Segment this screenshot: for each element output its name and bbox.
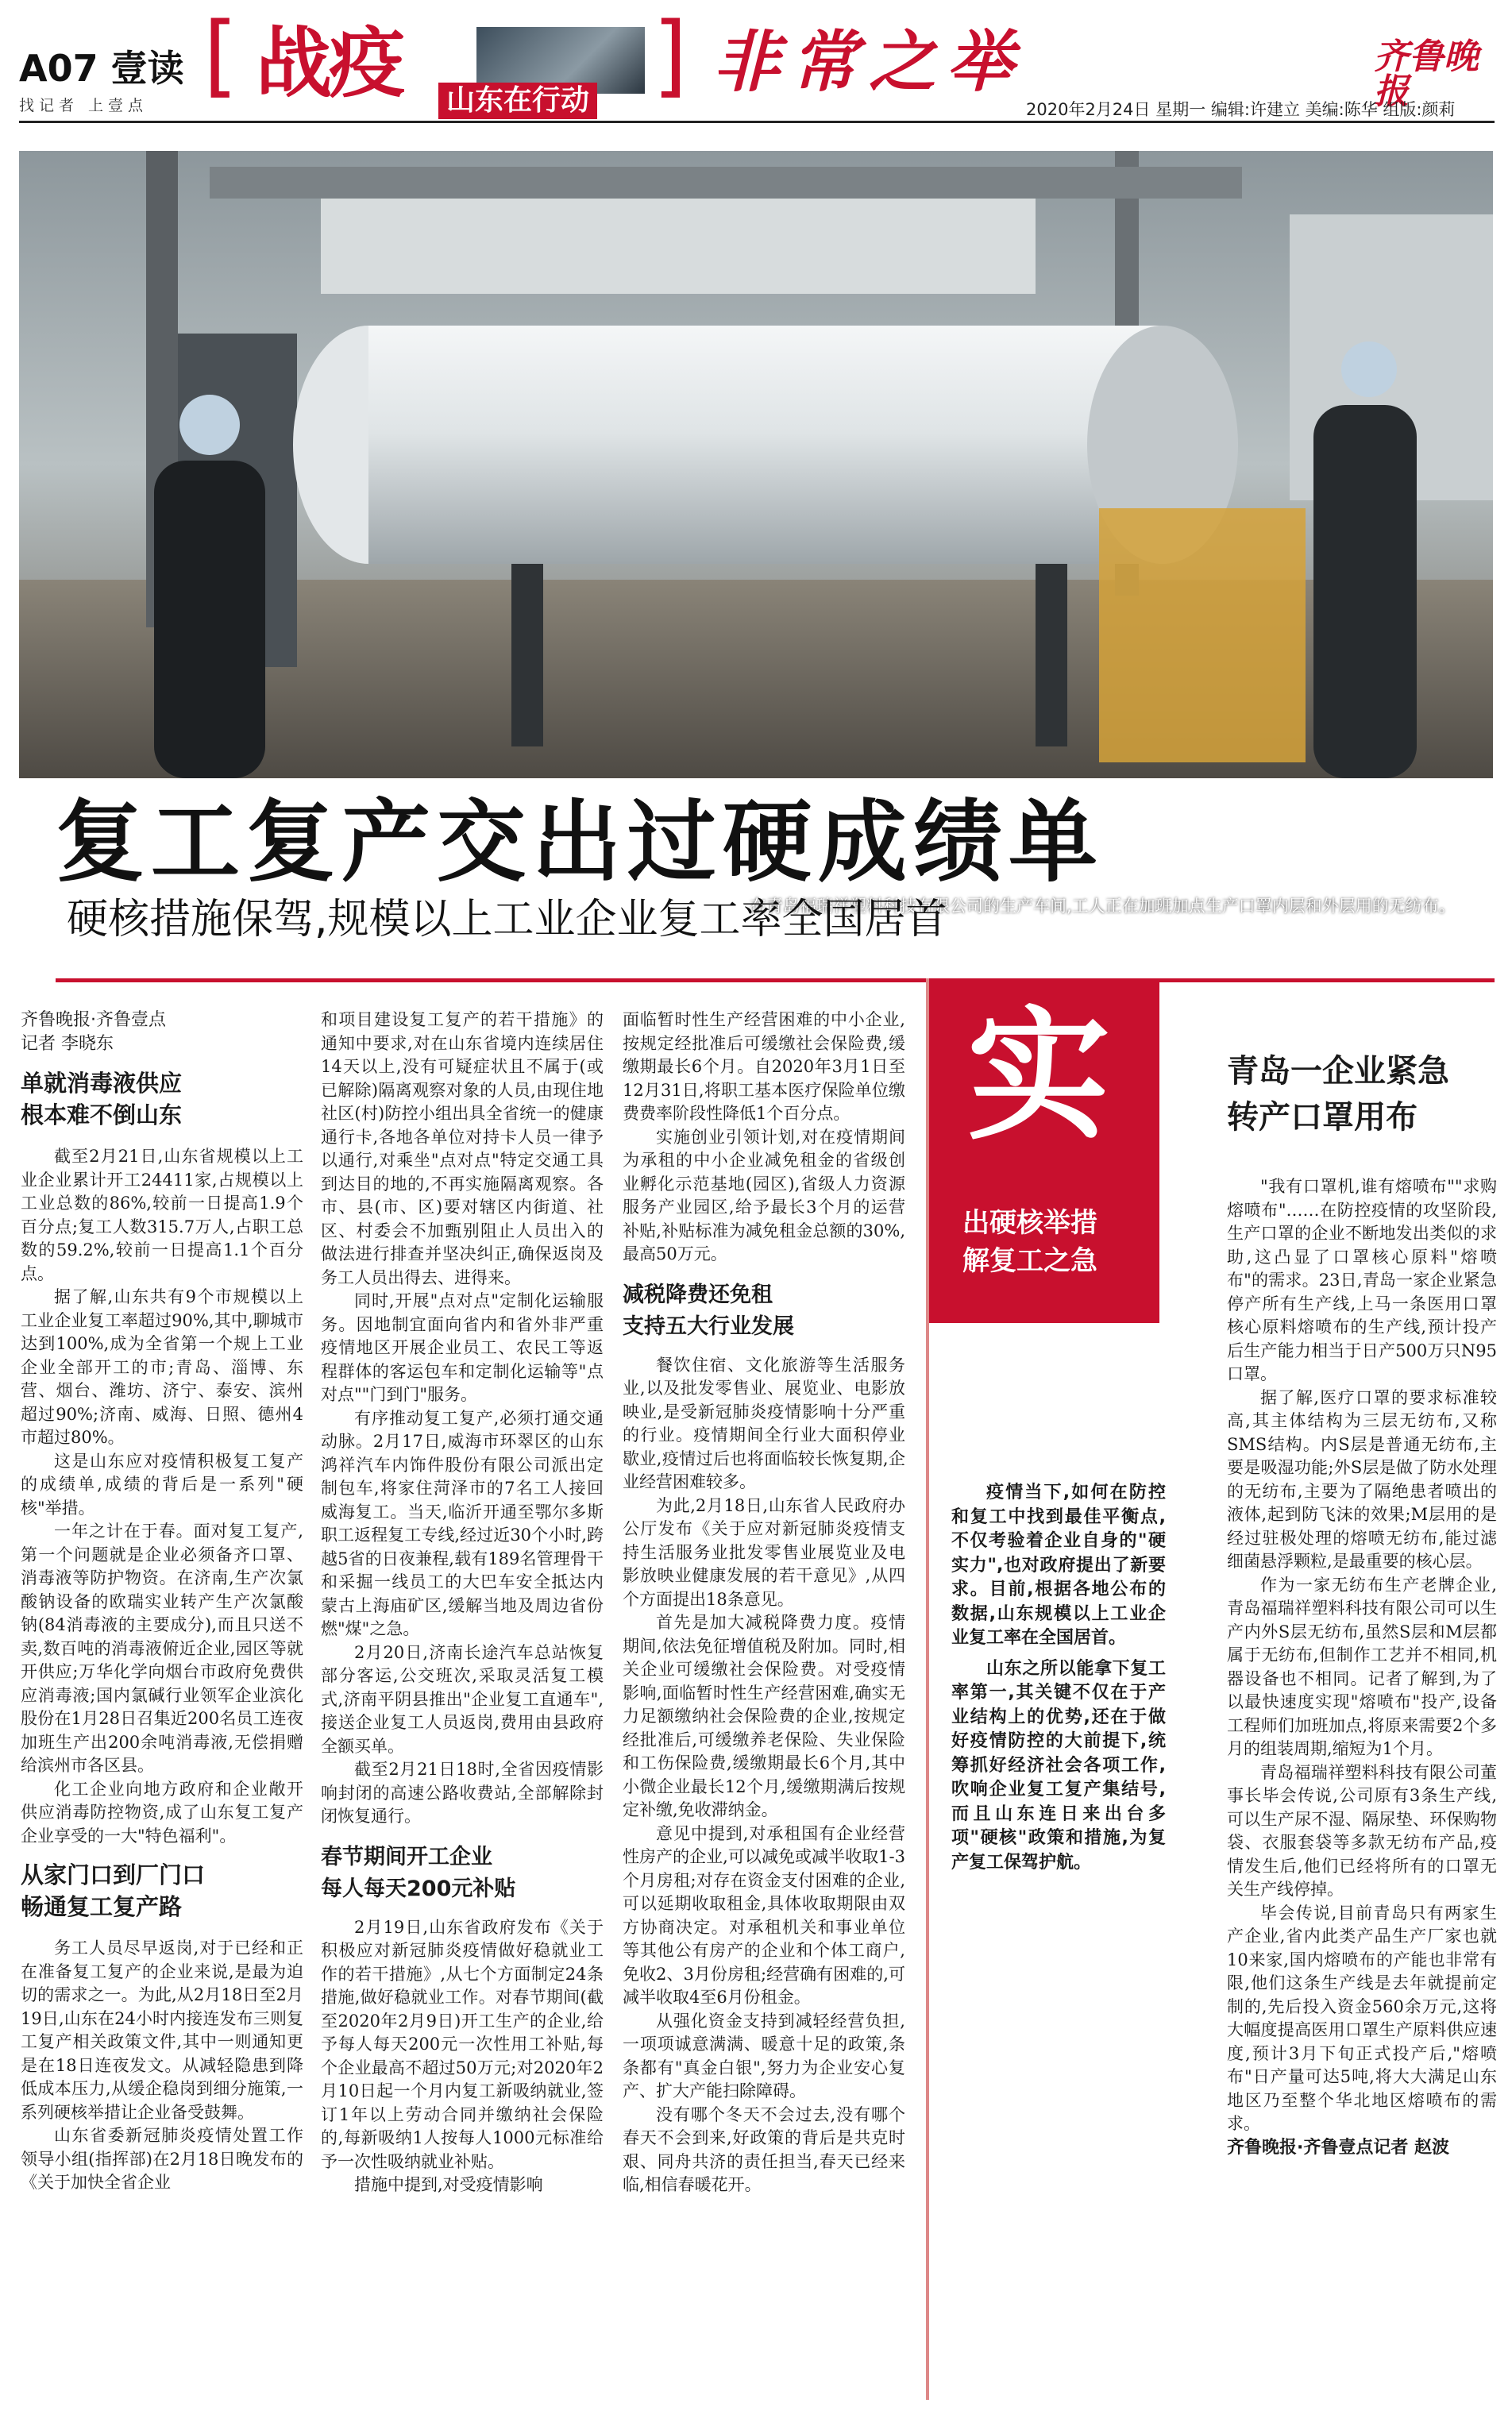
paragraph: 务工人员尽早返岗,对于已经和正在准备复工复产的企业来说,是最为迫切的需求之一。为此,从2月18日至2月19日,山东在24小时内接连发布三则复工复产相关政策文件,其中一则通知更是在18日连夜发文。从减轻隐患到降低成本压力,从缓企稳岗到细分施策,一系列硬核举措让企业备受鼓舞。 xyxy=(21,1938,303,2122)
shi-character: 实 xyxy=(967,993,1111,1159)
section-heading-1: 单就消毒液供应 根本难不倒山东 xyxy=(21,1070,183,1128)
paragraph: 这是山东应对疫情积极复工复产的成绩单,成绩的背后是一系列"硬核"举措。 xyxy=(21,1451,303,1518)
paragraph: 为此,2月18日,山东省人民政府办公厅发布《关于应对新冠肺炎疫情支持生活服务业批发零售业展览业及电影放映业健康发展的若干意见》,从四个方面提出18条意见。 xyxy=(623,1495,905,1609)
section-name: 壹读 xyxy=(110,47,184,90)
paragraph: 同时,开展"点对点"定制化运输服务。因地制宜面向省内和省外非严重疫情地区开展企业员工、农民工等返程群体的客运包车和定制化运输等"点对点""门到门"服务。 xyxy=(321,1291,604,1404)
paragraph: 实施创业引领计划,对在疫情期间为承租的中小企业减免租金的省级创业孵化示范基地(园区),省级人力资源服务产业园区,给予最长3个月的运营补贴,补贴标准为减免租金总额的30%,最高50万元。 xyxy=(623,1127,905,1263)
paragraph: 青岛福瑞祥塑料科技有限公司董事长毕会传说,公司原有3条生产线,可以生产尿不湿、隔尿垫、环保购物袋、衣服套袋等多款无纺布产品,疫情发生后,他们已经将所有的口罩无关生产线停掉。 xyxy=(1227,1762,1497,1899)
paragraph: 据了解,山东共有9个市规模以上工业企业复工率超过90%,其中,聊城市达到100%,成为全省第一个规上工业企业全部开工的市;青岛、淄博、东营、烟台、潍坊、济宁、泰安、滨州超过90%;济南、威海、日照、德州4市超过80%。 xyxy=(21,1287,303,1447)
zhanyi-logo: 战疫 xyxy=(256,18,402,108)
newspaper-brand: 齐鲁晚报 xyxy=(1374,37,1479,112)
paragraph: 毕会传说,目前青岛只有两家生产企业,省内此类产品生产厂家也就10来家,国内熔喷布的产能也非常有限,他们这条生产线是去年就提前定制的,先后投入资金560余万元,这将大幅度提高医用口罩生产原料供应速度,预计3月下旬正式投产后,"熔喷布"日产量可达5吨,将大大满足山东地区乃至整个华北地区熔喷布的需求。 xyxy=(1227,1903,1497,2133)
paragraph: 山东之所以能拿下复工率第一,其关键不仅在于产业结构上的优势,还在于做好疫情防控的大前提下,统筹抓好经济社会各项工作,吹响企业复工复产集结号,而且山东连日来出台多项"硬核"政策和措施,为复产复工保驾护航。 xyxy=(951,1658,1166,1873)
sidebar-commentary xyxy=(951,1481,1166,1875)
paragraph: 和项目建设复工复产的若干措施》的通知中要求,对在山东省境内连续居住14天以上,没有可疑症状且不属于(或已解除)隔离观察对象的人员,由现住地社区(村)防控小组出具全省统一的健康通行卡,各地各单位对持卡人员一律予以通行,对乘坐"点对点"特定交通工具到达目的地的,不再实施隔离观察。各市、县(市、区)要对辖区内街道、社区、村委会不加甄别阻止人员出入的做法进行排查并坚决纠正,确保返岗及务工人员出得去、进得来。 xyxy=(321,1010,604,1287)
paragraph: 意见中提到,对承租国有企业经营性房产的企业,可以减免或减半收取1-3个月房租;对存在资金支付困难的企业,可以延期收取租金,具体收取期限由双方协商决定。对承租机关和事业单位等其他公有房产的企业和个体工商户,免收2、3月份房租;经营确有困难的,可减半收取4至6月份租金。 xyxy=(623,1823,905,2007)
qingdao-column xyxy=(1227,1175,1497,2406)
paragraph: 作为一家无纺布生产老牌企业,青岛福瑞祥塑料科技有限公司可以生产内外S层无纺布,虽然S层和M层都属于无纺布,但制作工艺并不相同,机器设备也不相同。记者了解到,为了以最快速度实现"熔喷布"投产,设备工程师们加班加点,将原来需要2个多月的组装周期,缩短为1个月。 xyxy=(1227,1575,1497,1758)
qingdao-headline: 青岛一企业紧急 转产口罩用布 xyxy=(1227,1053,1449,1136)
section-heading-4: 减税降费还免租 支持五大行业发展 xyxy=(623,1282,794,1339)
paragraph: 没有哪个冬天不会过去,没有哪个春天不会到来,好政策的背后是共克时艰、同舟共济的责任担当,春天已经来临,相信春暖花开。 xyxy=(623,2104,905,2194)
main-headline: 复工复产交出过硬成绩单 xyxy=(56,791,1104,894)
paragraph: 面临暂时性生产经营困难的中小企业,按规定经批准后可缓缴社会保险费,缓缴期最长6个月。自2020年3月1日至12月31日,将职工基本医疗保险单位缴费费率阶段性降低1个百分点。 xyxy=(623,1010,905,1123)
header-tagline: 找记者 上壹点 xyxy=(19,97,148,114)
paragraph: 一年之计在于春。面对复工复产,第一个问题就是企业必须备齐口罩、消毒液等防护物资。在济南,生产次氯酸钠设备的欧瑞实业转产生产次氯酸钠(84消毒液的主要成分),而且只送不卖,数百吨的消毒液俯近企业,园区等就开供应;万华化学向烟台市政府免费供应消毒液;国内氯碱行业领军企业滨化股份在1月28日召集近200名员工连夜加班生产出200余吨消毒液,无偿捐赠给滨州市各区县。 xyxy=(21,1522,303,1775)
paragraph: 疫情当下,如何在防控和复工中找到最佳平衡点,不仅考验着企业自身的"硬实力",也对政府提出了新要求。目前,根据各地公布的数据,山东规模以上工业企业复工率在全国居首。 xyxy=(951,1483,1166,1648)
section-heading-2: 从家门口到厂门口 畅通复工复产路 xyxy=(21,1861,206,1920)
article-column-3 xyxy=(623,1009,905,2414)
paragraph: 有序推动复工复产,必须打通交通动脉。2月17日,威海市环翠区的山东鸿祥汽车内饰件股份有限公司派出定制包车,将家住菏泽市的7名工人接回威海复工。当天,临沂开通至鄂尔多斯职工返程复工专线,经过近30个小时,跨越5省的日夜兼程,载有189名管理骨干和采掘一线员工的大巴车安全抵达内蒙古上海庙矿区,缓解当地及周边省份燃"煤"之急。 xyxy=(321,1408,604,1638)
shi-emblem xyxy=(929,982,1159,1323)
byline-reporter: 记者 李晓东 xyxy=(21,1034,114,1054)
photo-caption: 在青岛福瑞祥塑料科技有限公司的生产车间,工人正在加班加点生产口罩内层和外层用的无纺布。 xyxy=(750,897,1456,916)
paragraph: 山东省委新冠肺炎疫情处置工作领导小组(指挥部)在2月18日晚发布的《关于加快全省企业 xyxy=(21,2126,303,2192)
qingdao-byline: 齐鲁晚报·齐鲁壹点记者 赵波 xyxy=(1227,2137,1450,2158)
paragraph: 截至2月21日,山东省规模以上工业企业累计开工24411家,占规模以上工业总数的86%,较前一日提高1.9个百分点;复工人数315.7万人,占职工总数的59.2%,较前一日提高1.1个百分点。 xyxy=(21,1147,303,1283)
paragraph: 餐饮住宿、文化旅游等生活服务业,以及批发零售业、展览业、电影放映业,是受新冠肺炎疫情影响十分严重的行业。疫情期间全行业大面积停业歇业,疫情过后也将面临较长恢复期,企业经营困难较多。 xyxy=(623,1355,905,1491)
header-rule xyxy=(19,121,1495,123)
paragraph: "我有口罩机,谁有熔喷布""求购熔喷布"……在防控疫情的攻坚阶段,生产口罩的企业不断地发出类似的求助,这凸显了口罩核心原料"熔喷布"的需求。23日,青岛一家企业紧急停产所有生产线,上马一条医用口罩核心原料熔喷布的生产线,预计投产后生产能力相当于日产500万只N95口罩。 xyxy=(1227,1177,1497,1383)
paragraph: 首先是加大减税降费力度。疫情期间,依法免征增值税及附加。同时,相关企业可缓缴社会保险费。对受疫情影响,面临暂时性生产经营困难,确实无力足额缴纳社会保险费的企业,按规定经批准后,可缓缴养老保险、失业保险和工伤保险费,缓缴期最长6个月,其中小微企业最长12个月,缓缴期满后按规定补缴,免收滞纳金。 xyxy=(623,1613,905,1819)
byline-outlet: 齐鲁晚报·齐鲁壹点 xyxy=(21,1010,166,1030)
factory-scene-illustration xyxy=(19,151,1493,778)
paragraph: 化工企业向地方政府和企业敞开供应消毒防控物资,成了山东复工复产企业享受的一大"特色福利"。 xyxy=(21,1779,303,1846)
sub-headline: 硬核措施保驾,规模以上工业企业复工率全国居首 xyxy=(67,896,947,943)
article-column-2 xyxy=(321,1009,604,2414)
left-bracket-icon: [ xyxy=(203,4,238,107)
section-heading-3: 春节期间开工企业 每人每天200元补贴 xyxy=(321,1844,516,1901)
paragraph: 措施中提到,对受疫情影响 xyxy=(354,2175,543,2194)
article-column-1 xyxy=(21,1009,303,2414)
shandong-banner: 山东在行动 xyxy=(438,83,597,119)
page-number: A07 壹读 xyxy=(19,47,184,90)
header-info: 2020年2月24日 星期一 编辑:许建立 美编:陈华 组版:颜莉 xyxy=(1026,100,1456,119)
paragraph: 从强化资金支持到减轻经营负担,一项项诚意满满、暖意十足的政策,条条都有"真金白银",努力为企业安心复产、扩大产能扫除障碍。 xyxy=(623,2011,905,2100)
paragraph: 截至2月21日18时,全省因疫情影响封闭的高速公路收费站,全部解除封闭恢复通行。 xyxy=(321,1760,604,1826)
shi-subtitle: 出硬核举措 解复工之急 xyxy=(962,1207,1097,1277)
right-bracket-icon: ] xyxy=(653,4,688,107)
calligraphy-title: 非常之举 xyxy=(713,22,1025,101)
paragraph: 2月20日,济南长途汽车总站恢复部分客运,公交班次,采取灵活复工模式,济南平阴县推出"企业复工直通车",接送企业复工人员返岗,费用由县政府全额买单。 xyxy=(321,1642,604,1756)
paragraph: 2月19日,山东省政府发布《关于积极应对新冠肺炎疫情做好稳就业工作的若干措施》,从七个方面制定24条措施,做好稳就业工作。对春节期间(截至2020年2月9日)开工生产的企业,给予每人每天200元一次性用工补贴,每个企业最高不超过50万元;对2020年2月10日起一个月内复工新吸纳就业,签订1年以上劳动合同并缴纳社会保险的,每新吸纳1人按每人1000元标准给予一次性吸纳就业补贴。 xyxy=(321,1917,604,2171)
paragraph: 据了解,医疗口罩的要求标准较高,其主体结构为三层无纺布,又称SMS结构。内S层是普通无纺布,主要是吸湿功能;外S层是做了防水处理的无纺布,主要为了隔绝患者喷出的液体,起到防飞沫的效果;M层用的是经过驻极处理的熔喷无纺布,能过滤细菌悬浮颗粒,是最重要的核心层。 xyxy=(1227,1387,1497,1571)
red-divider xyxy=(56,978,1495,982)
